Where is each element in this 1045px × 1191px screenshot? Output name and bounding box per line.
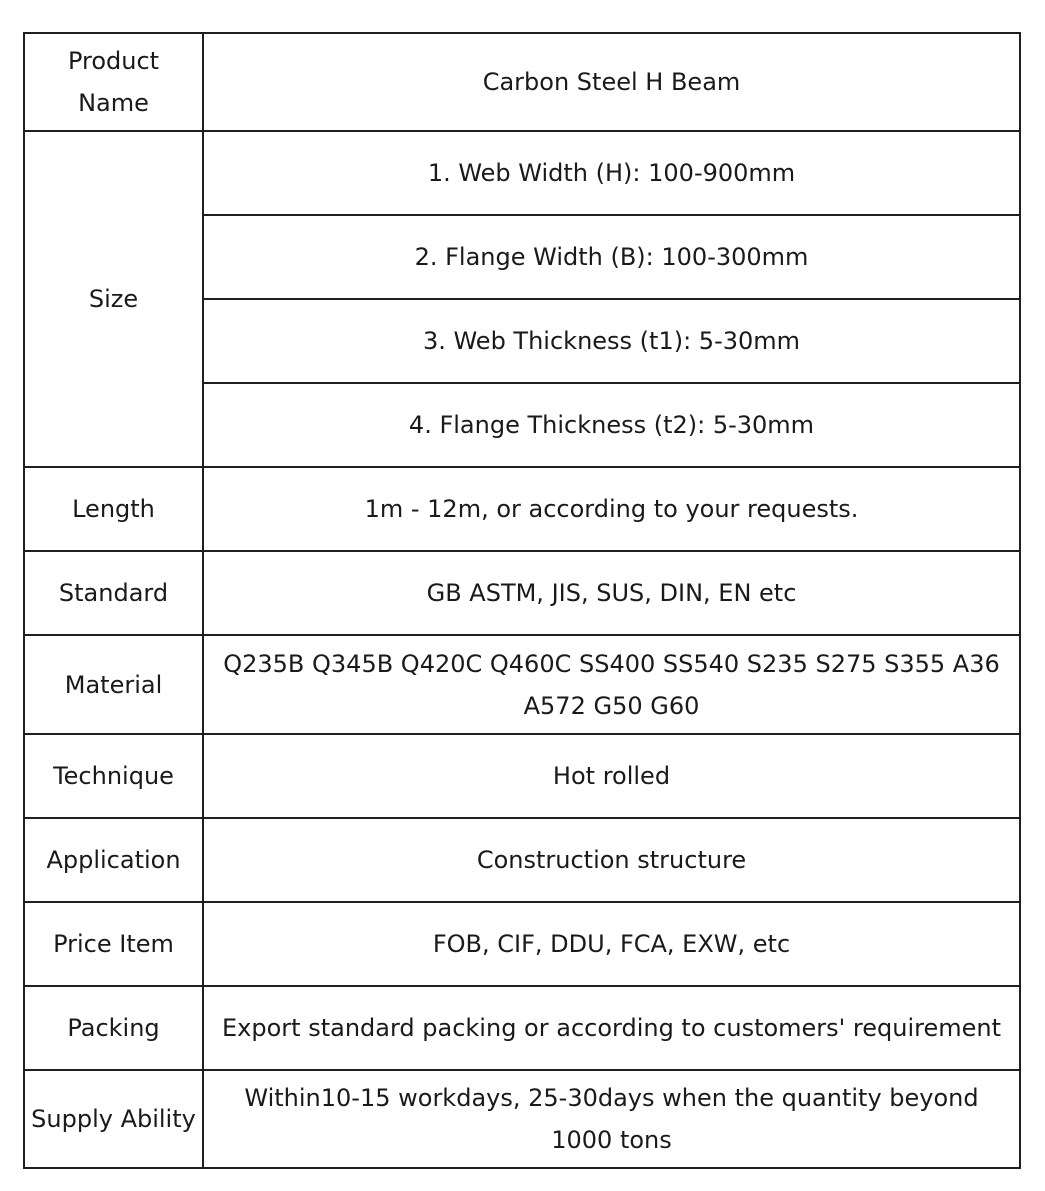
- price-item-label: Price Item: [24, 902, 203, 986]
- length-label: Length: [24, 467, 203, 551]
- table-row-standard: [24, 551, 1020, 635]
- table-row-size-1: [24, 131, 1020, 215]
- material-value: Q235B Q345B Q420C Q460C SS400 SS540 S235 S275 S355 A36 A572 G50 G60: [203, 635, 1020, 734]
- product-name-label: Product Name: [24, 33, 203, 131]
- packing-label: Packing: [24, 986, 203, 1070]
- product-name-value: Carbon Steel H Beam: [203, 33, 1020, 131]
- table-row-technique: [24, 734, 1020, 818]
- table-row-material: [24, 635, 1020, 734]
- table-row-price-item: [24, 902, 1020, 986]
- table-row-packing: [24, 986, 1020, 1070]
- length-value: 1m - 12m, or according to your requests.: [203, 467, 1020, 551]
- size-web-width: 1. Web Width (H): 100-900mm: [203, 131, 1020, 215]
- price-item-value: FOB, CIF, DDU, FCA, EXW, etc: [203, 902, 1020, 986]
- packing-value: Export standard packing or according to customers' requirement: [203, 986, 1020, 1070]
- size-flange-width: 2. Flange Width (B): 100-300mm: [203, 215, 1020, 299]
- application-label: Application: [24, 818, 203, 902]
- table-row-product-name: [24, 33, 1020, 131]
- material-label: Material: [24, 635, 203, 734]
- technique-value: Hot rolled: [203, 734, 1020, 818]
- size-flange-thickness: 4. Flange Thickness (t2): 5-30mm: [203, 383, 1020, 467]
- standard-label: Standard: [24, 551, 203, 635]
- size-label: Size: [24, 131, 203, 467]
- technique-label: Technique: [24, 734, 203, 818]
- table-row-application: [24, 818, 1020, 902]
- table-row-length: [24, 467, 1020, 551]
- supply-ability-label: Supply Ability: [24, 1070, 203, 1168]
- table-row-supply-ability: [24, 1070, 1020, 1168]
- standard-value: GB ASTM, JIS, SUS, DIN, EN etc: [203, 551, 1020, 635]
- spec-table: [23, 32, 1021, 1169]
- application-value: Construction structure: [203, 818, 1020, 902]
- size-web-thickness: 3. Web Thickness (t1): 5-30mm: [203, 299, 1020, 383]
- supply-ability-value: Within10-15 workdays, 25-30days when the quantity beyond 1000 tons: [203, 1070, 1020, 1168]
